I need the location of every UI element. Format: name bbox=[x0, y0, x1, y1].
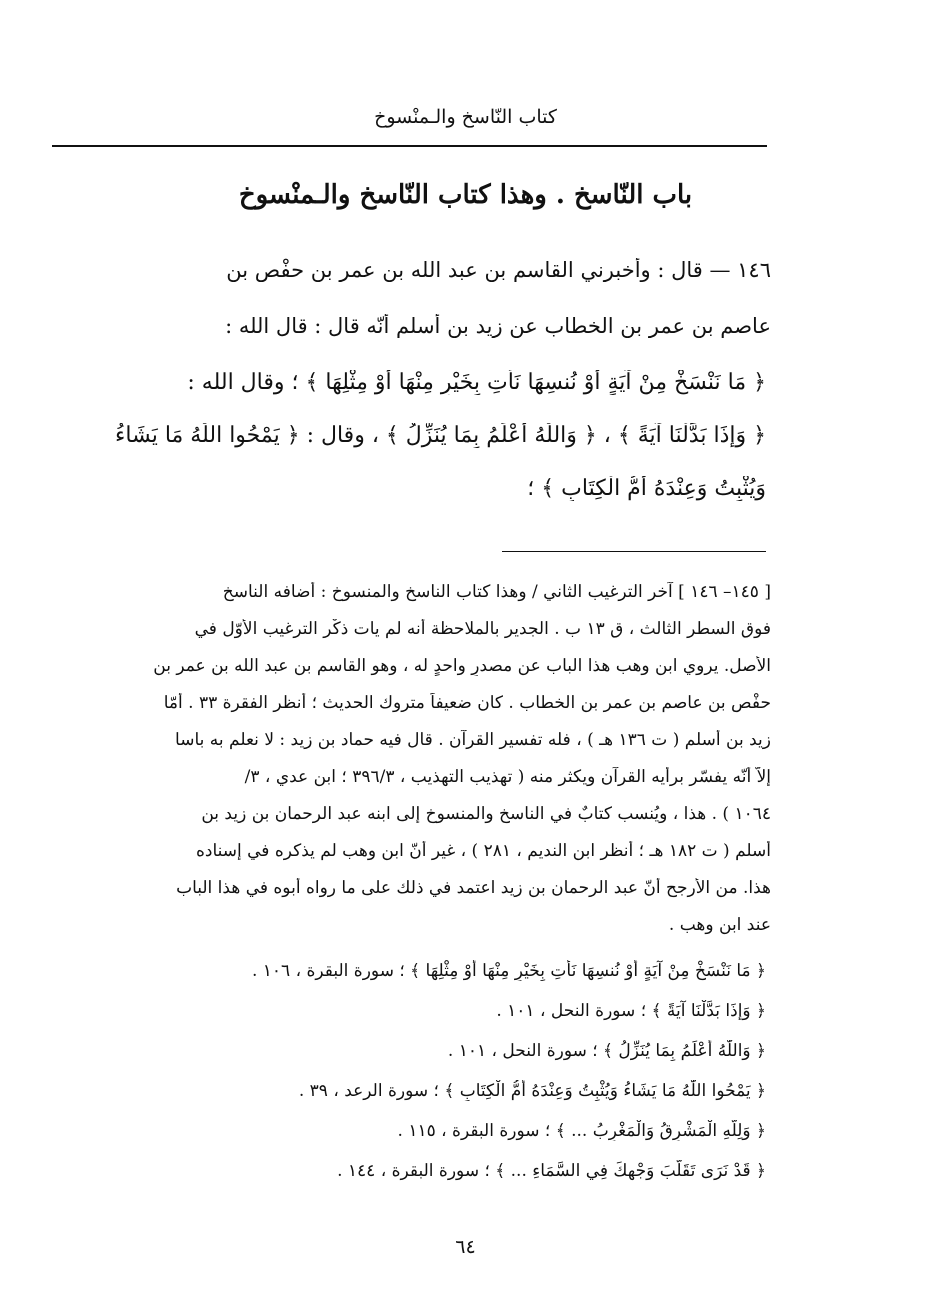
body-line: ١٤٦ — قال : وأخبرني القاسم بن عبد الله بن عمر بن حفْص بن bbox=[226, 258, 771, 282]
footnote-line: فوق السطر الثالث ، ق ١٣ ب . الجدير بالملاحظة أنه لم يات ذكْر الترغيب الأوّل في bbox=[194, 619, 771, 639]
quran-reference: ﴿ وَاللّٰهُ أَعْلَمُ بِمَا يُنَزِّلُ ﴾ ؛ سورة النحل ، ١٠١ . bbox=[447, 1041, 766, 1061]
footnote-line: هذا. من الأرجح أنّ عبد الرحمان بن زيد اعتمد في ذلك على ما رواه أبوه في هذا الباب bbox=[176, 878, 771, 898]
quran-reference: ﴿ وَلِلَّهِ الْمَشْرِقُ وَالْمَغْرِبُ ... ﴾ ؛ سورة البقرة ، ١١٥ . bbox=[397, 1121, 766, 1141]
quran-reference: ﴿ يَمْحُوا اللّٰهُ مَا يَشَاءُ وَيُثْبِتُ وَعِنْدَهُ أُمُّ الْكِتَابِ ﴾ ؛ سورة الرعد ، ٣٩ . bbox=[298, 1081, 766, 1101]
quran-reference: ﴿ قَدْ نَرَى تَقَلُّبَ وَجْهِكَ فِي السَّمَاءِ ... ﴾ ؛ سورة البقرة ، ١٤٤ . bbox=[337, 1161, 766, 1181]
footnote-line: ١٠٦٤ ) . هذا ، ويُنسب كتابٌ في الناسخ والمنسوخ إلى ابنه عبد الرحمان بن زيد بن bbox=[201, 804, 771, 824]
footnote-line: الأصل. يروي ابن وهب هذا الباب عن مصدرٍ واحدٍ له ، وهو القاسم بن عبد الله بن عمر بن bbox=[153, 656, 771, 676]
footnote-line: حفْص بن عاصم بن عمر بن الخطاب . كان ضعيفاً متروك الحديث ؛ أنظر الفقرة ٣٣ . أمّا bbox=[163, 693, 771, 713]
footnote-line: أسلم ( ت ١٨٢ هـ ؛ أنظر ابن النديم ، ٢٨١ ) ، غير أنّ ابن وهب لم يذكره في إسناده bbox=[195, 841, 771, 861]
page-number: ٦٤ bbox=[455, 1236, 476, 1258]
quran-reference: ﴿ وَإِذَا بَدَّلْنَا آيَةً ﴾ ؛ سورة النحل ، ١٠١ . bbox=[496, 1001, 766, 1021]
quran-reference: ﴿ مَا نَنْسَخْ مِنْ آيَةٍ أَوْ نُنسِهَا نَأْتِ بِخَيْرٍ مِنْهَا أَوْ مِثْلِهَا ﴾ ؛ سورة البقرة ، ١٠٦ . bbox=[251, 961, 766, 981]
section-heading: باب النّاسخ . وهذا كتاب النّاسخ والـمنْسوخ bbox=[238, 180, 693, 210]
footnote-line: عند ابن وهب . bbox=[668, 915, 771, 935]
footnote-line: [ ١٤٥– ١٤٦ ] آخر الترغيب الثاني / وهذا كتاب الناسخ والمنسوخ : أضافه الناسخ bbox=[222, 582, 771, 602]
verse-line: ﴿ مَا نَنْسَخْ مِنْ آيَةٍ أَوْ نُنسِهَا نَأْتِ بِخَيْرٍ مِنْهَا أَوْ مِثْلِهَا ﴾ ؛ وقال الله : bbox=[187, 370, 766, 395]
footnote-rule bbox=[502, 551, 766, 552]
footnote-line: زيد بن أسلم ( ت ١٣٦ هـ ) ، فله تفسير القرآن . قال فيه حماد بن زيد : لا نعلم به باسا bbox=[175, 730, 771, 750]
running-title: كتاب النّاسخ والـمنْسوخ bbox=[374, 106, 557, 128]
header-rule bbox=[52, 145, 767, 147]
verse-line: ﴿ وَإِذَا بَدَّلْنَا آيَةً ﴾ ، ﴿ وَاللّٰهُ أَعْلَمُ بِمَا يُنَزِّلُ ﴾ ، وقال : ﴿ يَمْحُوا اللّٰهُ مَا يَشَاءُ bbox=[115, 423, 766, 448]
verse-line: وَيُثْبِتُ وَعِنْدَهُ أُمُّ الْكِتَابِ ﴾ ؛ bbox=[527, 476, 766, 501]
footnote-line: إلاّ أنّه يفسّر برأيه القرآن ويكثر منه ( تهذيب التهذيب ، ٣٩٦/٣ ؛ ابن عدي ، ٣/ bbox=[244, 767, 771, 787]
body-line: عاصم بن عمر بن الخطاب عن زيد بن أسلم أنّه قال : قال الله : bbox=[225, 314, 771, 338]
